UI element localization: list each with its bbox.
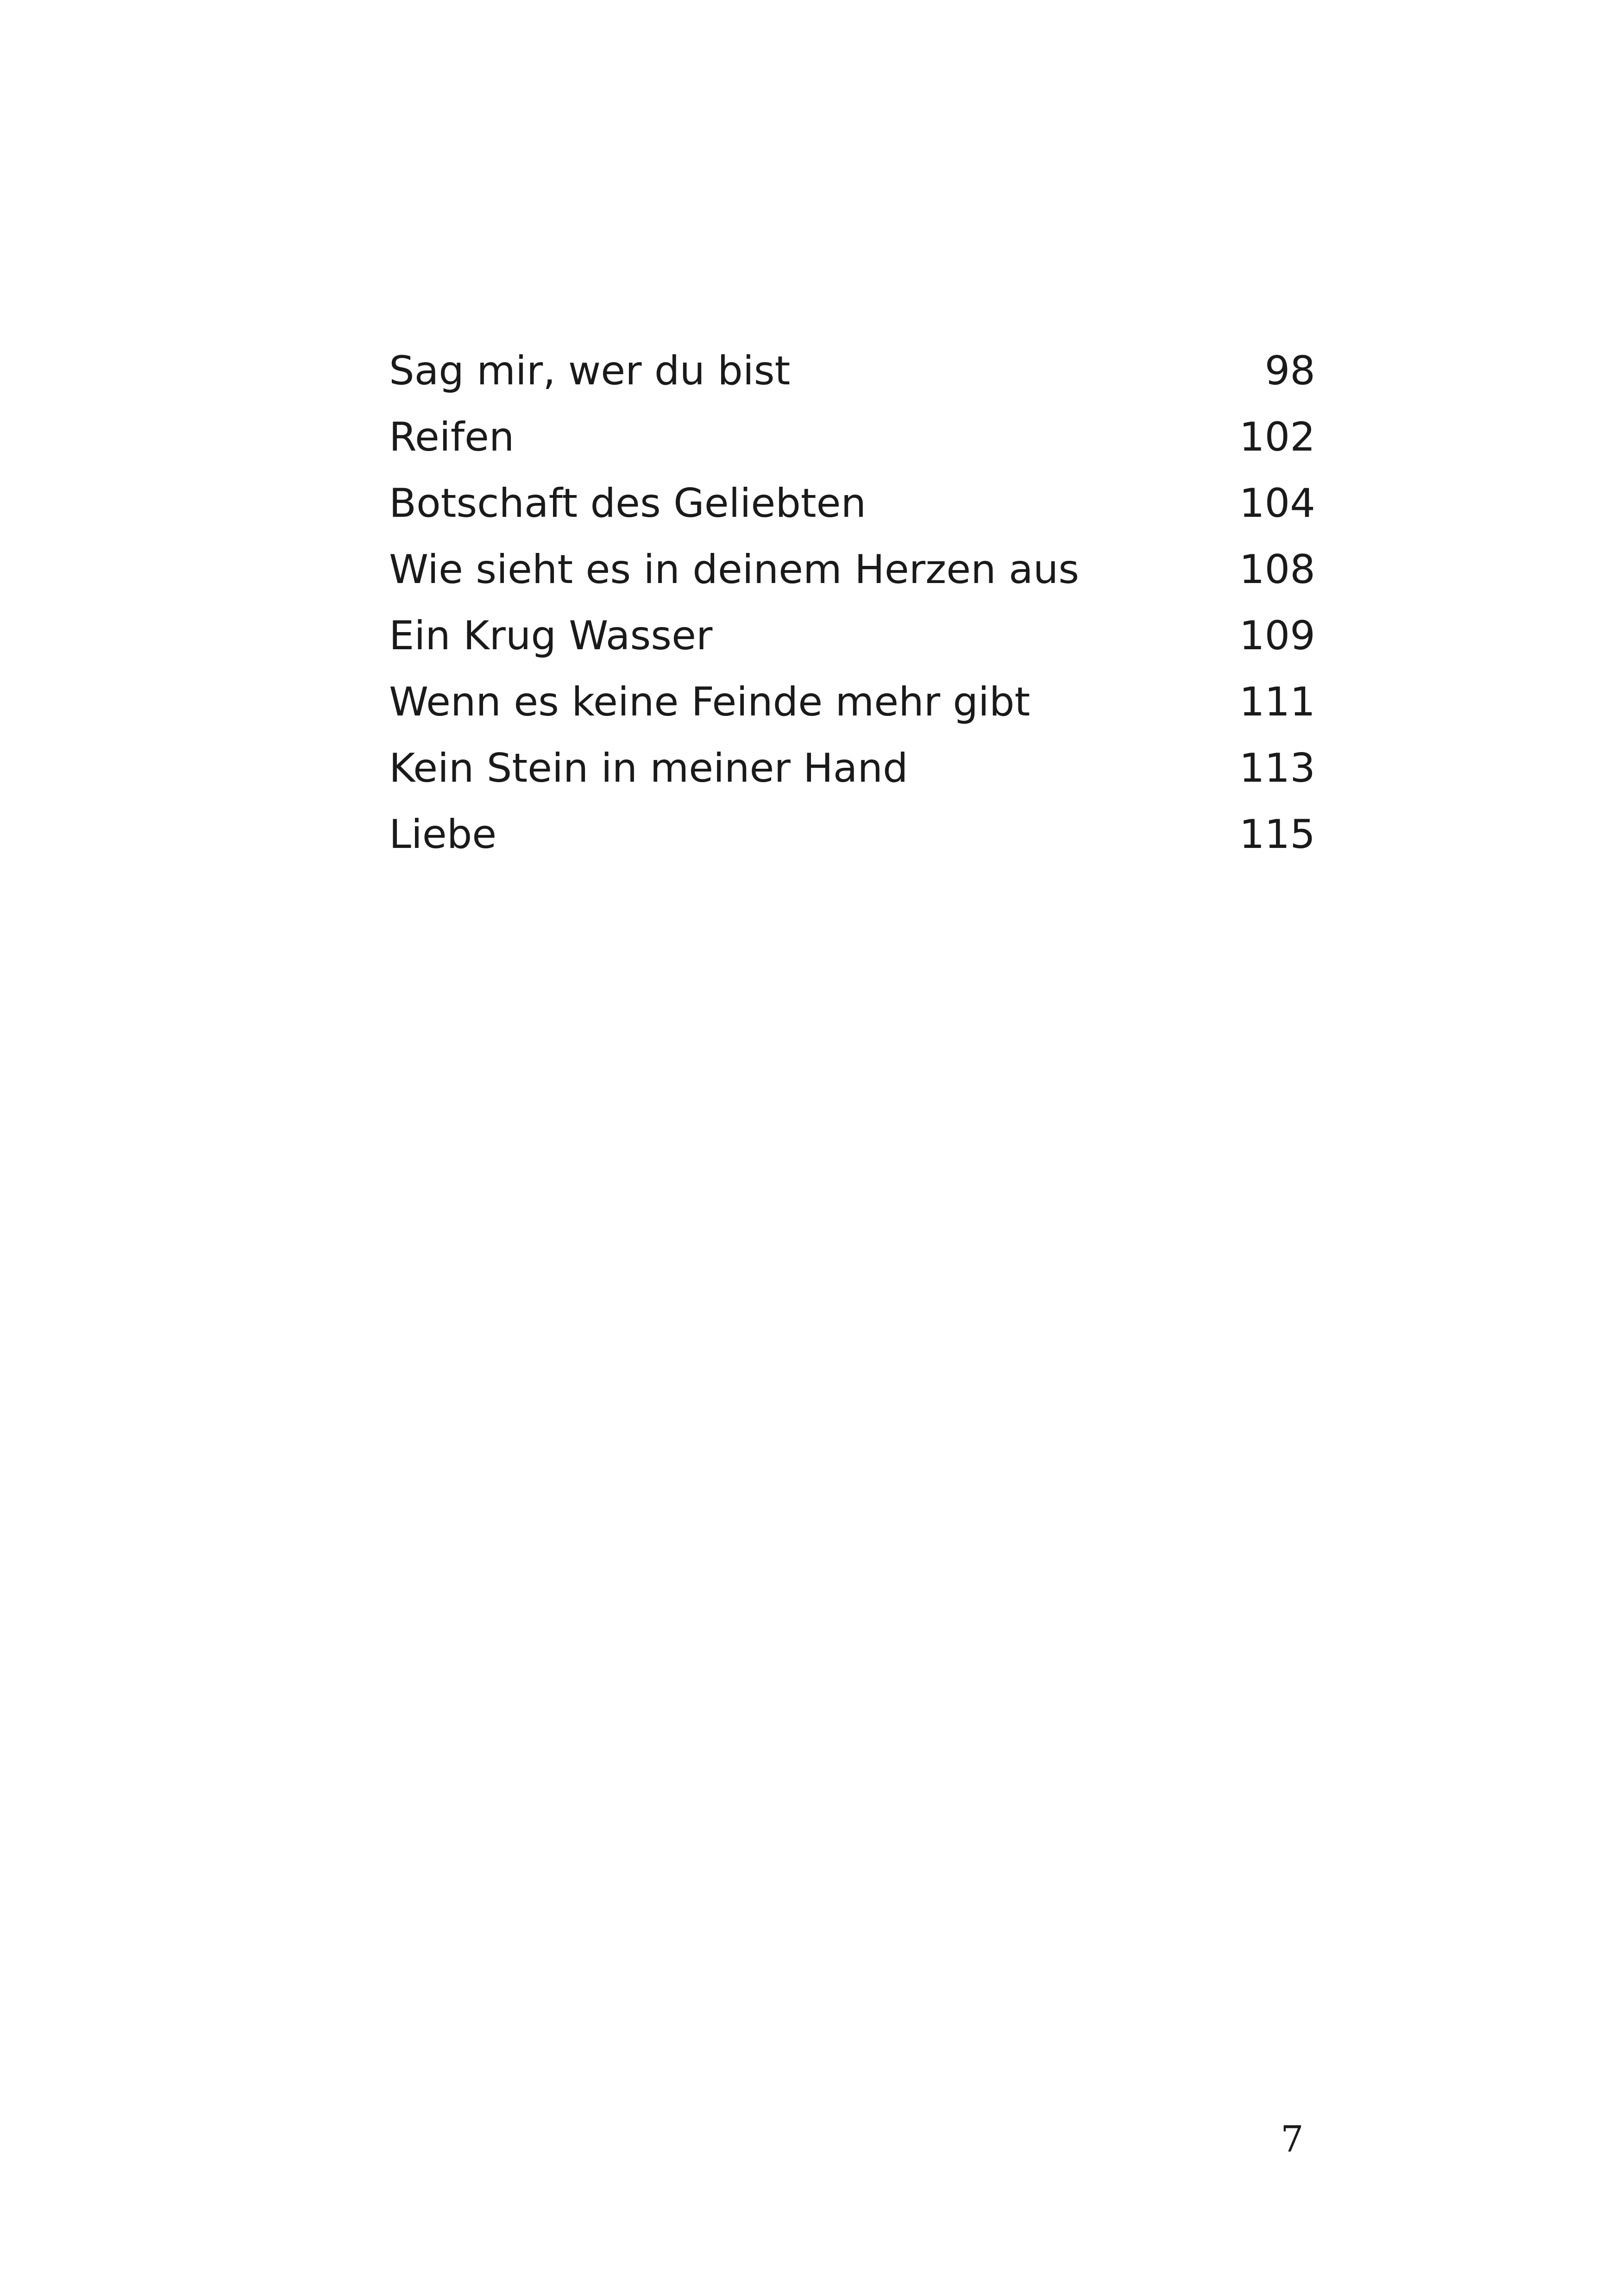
toc-entry xyxy=(389,404,1315,470)
toc-entry xyxy=(389,669,1315,735)
toc-entry-title: Wie sieht es in deinem Herzen aus xyxy=(389,546,1080,593)
toc-entry-title: Kein Stein in meiner Hand xyxy=(389,745,908,791)
toc-entry-title: Liebe xyxy=(389,811,497,858)
toc-entry-page: 104 xyxy=(1239,480,1315,527)
toc-entry-title: Sag mir, wer du bist xyxy=(389,348,791,394)
toc-entry-page: 111 xyxy=(1239,679,1315,725)
toc-entry-page: 115 xyxy=(1239,811,1315,858)
toc-entry xyxy=(389,802,1315,868)
toc-entry-page: 98 xyxy=(1264,348,1315,394)
toc-entry-page: 113 xyxy=(1239,745,1315,791)
page-number: 7 xyxy=(1281,2119,1304,2160)
toc-entry xyxy=(389,470,1315,537)
toc-entry-page: 102 xyxy=(1239,414,1315,460)
toc-entry xyxy=(389,603,1315,669)
toc-entry xyxy=(389,338,1315,404)
table-of-contents xyxy=(389,338,1315,868)
toc-entry-title: Ein Krug Wasser xyxy=(389,613,713,659)
toc-entry xyxy=(389,735,1315,802)
toc-entry-page: 108 xyxy=(1239,546,1315,593)
toc-entry xyxy=(389,537,1315,603)
toc-entry-page: 109 xyxy=(1239,613,1315,659)
toc-entry-title: Botschaft des Geliebten xyxy=(389,480,867,527)
toc-entry-title: Wenn es keine Feinde mehr gibt xyxy=(389,679,1030,725)
toc-entry-title: Reifen xyxy=(389,414,515,460)
